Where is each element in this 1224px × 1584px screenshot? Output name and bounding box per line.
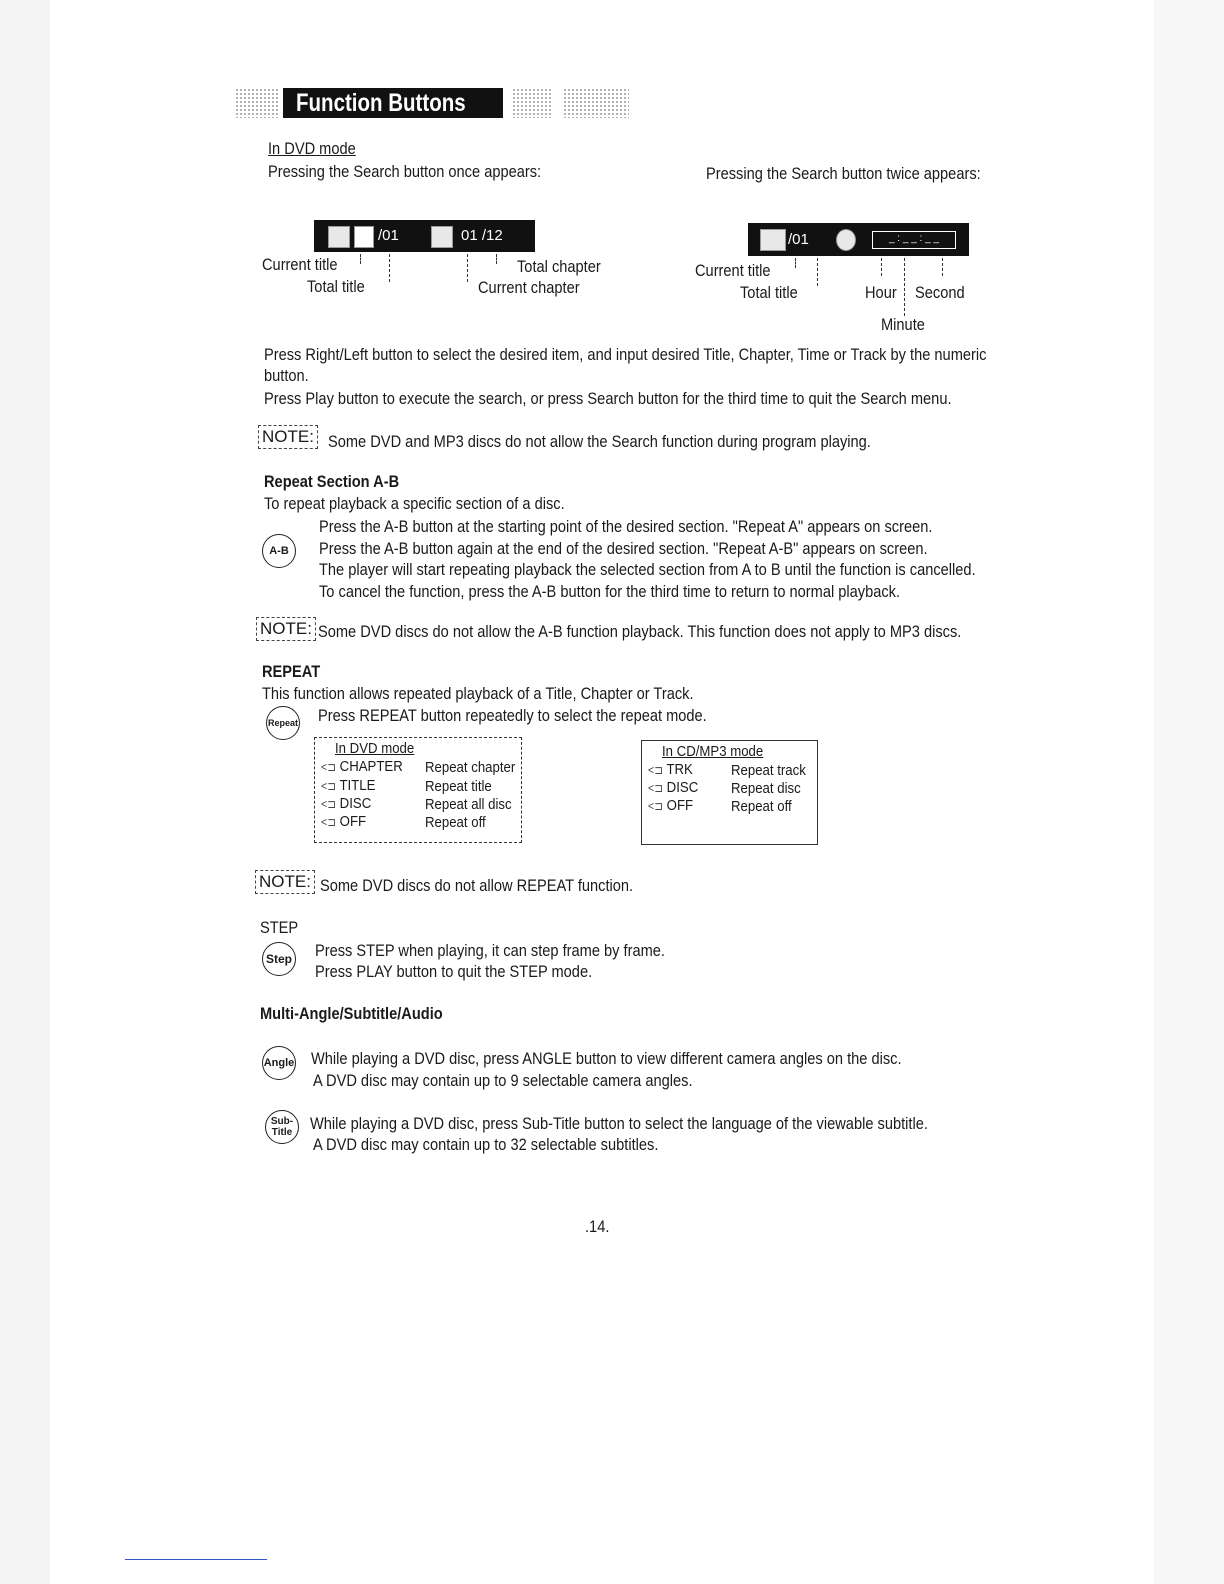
list-item-desc: Repeat disc (731, 780, 801, 797)
tick-total-title (389, 254, 390, 282)
tick-second (942, 258, 943, 276)
list-item: <⊐ OFF (321, 813, 367, 830)
angle-button-icon: Angle (262, 1046, 296, 1080)
subtitle-line-2: A DVD disc may contain up to 32 selectable subtitles. (313, 1135, 659, 1154)
list-item: <⊐ CHAPTER (321, 758, 403, 775)
label-total-title-1: Total title (307, 277, 365, 296)
list-item: <⊐ TRK (648, 761, 693, 778)
cycle-arrow-icon: <⊐ (648, 763, 664, 777)
label-current-chapter: Current chapter (478, 278, 580, 297)
cd-box-title: In CD/MP3 mode (662, 743, 764, 760)
footer-rule (125, 1559, 267, 1560)
note-label-repeat: NOTE: (255, 870, 315, 894)
header-dots-mid (512, 88, 552, 118)
list-item: <⊐ TITLE (321, 777, 376, 794)
search-instruction-3: Press Play button to execute the search, or press Search button for the third time to quit the Search menu. (264, 389, 952, 408)
title-icon (760, 229, 786, 251)
step-line-2: Press PLAY button to quit the STEP mode. (315, 962, 593, 981)
label-current-title-1: Current title (262, 255, 338, 274)
label-hour: Hour (865, 283, 897, 302)
page-left-shadow (0, 0, 50, 1584)
angle-line-2: A DVD disc may contain up to 9 selectable camera angles. (313, 1071, 693, 1090)
cycle-arrow-icon: <⊐ (321, 815, 337, 829)
subtitle-button-icon: Sub- Title (265, 1110, 299, 1144)
title-input-box (354, 226, 374, 248)
dvd-mode-label: In DVD mode (268, 139, 356, 158)
page-number: .14. (585, 1217, 610, 1236)
tick-total-title-2 (817, 258, 818, 286)
osd-title-value: /01 (378, 227, 399, 244)
heading-multi: Multi-Angle/Subtitle/Audio (260, 1004, 443, 1023)
tick-current-title (360, 254, 361, 264)
header-dots-right (563, 88, 629, 118)
note-label-search: NOTE: (258, 425, 318, 449)
repeat-button-icon: Repeat (266, 706, 300, 740)
heading-repeat-ab: Repeat Section A-B (264, 472, 400, 491)
note-text-ab: Some DVD discs do not allow the A-B function playback. This function does not apply to MP3 discs. (318, 622, 962, 641)
list-item-desc: Repeat all disc (425, 796, 512, 813)
label-second: Second (915, 283, 965, 302)
search-instruction-1: Press Right/Left button to select the desired item, and input desired Title, Chapter, Time or Track by the numeric (264, 345, 987, 364)
subtitle-line-1: While playing a DVD disc, press Sub-Title button to select the language of the viewable subtitle. (310, 1114, 928, 1133)
cycle-arrow-icon: <⊐ (321, 797, 337, 811)
list-item-desc: Repeat off (425, 814, 486, 831)
step-line-1: Press STEP when playing, it can step frame by frame. (315, 941, 665, 960)
time-input-box: _ : _ _ : _ _ (872, 231, 956, 249)
page-right-shadow (1154, 0, 1224, 1584)
cycle-arrow-icon: <⊐ (321, 779, 337, 793)
repeat-ab-line-3: The player will start repeating playback the selected section from A to B until the function is cancelled. (319, 560, 976, 579)
note-label-ab: NOTE: (256, 617, 316, 641)
list-item-desc: Repeat track (731, 762, 806, 779)
cd-repeat-modes-box (641, 740, 818, 845)
list-item-desc: Repeat title (425, 778, 492, 795)
header-dots-left (235, 88, 279, 118)
osd-search-once (314, 220, 535, 252)
list-item: <⊐ DISC (321, 795, 372, 812)
repeat-instruction: Press REPEAT button repeatedly to select the repeat mode. (318, 706, 707, 725)
cycle-arrow-icon: <⊐ (321, 760, 337, 774)
list-item-desc: Repeat off (731, 798, 792, 815)
note-text-repeat: Some DVD discs do not allow REPEAT function. (320, 876, 634, 895)
title-icon (328, 226, 350, 248)
search-once-text: Pressing the Search button once appears: (268, 162, 542, 181)
list-item-desc: Repeat chapter (425, 759, 516, 776)
tick-current-chapter (467, 254, 468, 282)
tick-minute (904, 258, 905, 316)
chapter-icon (431, 226, 453, 248)
cycle-arrow-icon: <⊐ (648, 781, 664, 795)
repeat-ab-line-1: Press the A-B button at the starting point of the desired section. "Repeat A" appears on screen. (319, 517, 933, 536)
osd-title-value-2: /01 (788, 231, 809, 248)
search-instruction-2: button. (264, 366, 309, 385)
repeat-intro: This function allows repeated playback of a Title, Chapter or Track. (262, 684, 694, 703)
heading-repeat: REPEAT (262, 662, 321, 681)
repeat-ab-line-2: Press the A-B button again at the end of the desired section. "Repeat A-B" appears on screen. (319, 539, 928, 558)
tick-total-chapter (496, 254, 497, 264)
heading-step: STEP (260, 918, 299, 937)
list-item: <⊐ DISC (648, 779, 699, 796)
repeat-ab-line-4: To cancel the function, press the A-B button for the third time to return to normal playback. (319, 582, 901, 601)
label-total-chapter: Total chapter (517, 257, 601, 276)
list-item: <⊐ OFF (648, 797, 694, 814)
label-current-title-2: Current title (695, 261, 771, 280)
repeat-ab-intro: To repeat playback a specific section of a disc. (264, 494, 565, 513)
label-total-title-2: Total title (740, 283, 798, 302)
cycle-arrow-icon: <⊐ (648, 799, 664, 813)
tick-current-title-2 (795, 258, 796, 268)
tick-hour (881, 258, 882, 276)
osd-chapter-value: 01 /12 (461, 227, 503, 244)
dvd-repeat-modes-box (314, 737, 522, 843)
dvd-box-title: In DVD mode (335, 740, 415, 757)
angle-line-1: While playing a DVD disc, press ANGLE button to view different camera angles on the disc. (311, 1049, 902, 1068)
osd-search-twice (748, 223, 969, 256)
clock-icon (836, 229, 856, 251)
note-text-search: Some DVD and MP3 discs do not allow the Search function during program playing. (328, 432, 871, 451)
page-title: Function Buttons (296, 89, 466, 117)
step-button-icon: Step (262, 942, 296, 976)
search-twice-text: Pressing the Search button twice appears: (706, 164, 981, 183)
label-minute: Minute (881, 315, 925, 334)
ab-button-icon: A-B (262, 534, 296, 568)
